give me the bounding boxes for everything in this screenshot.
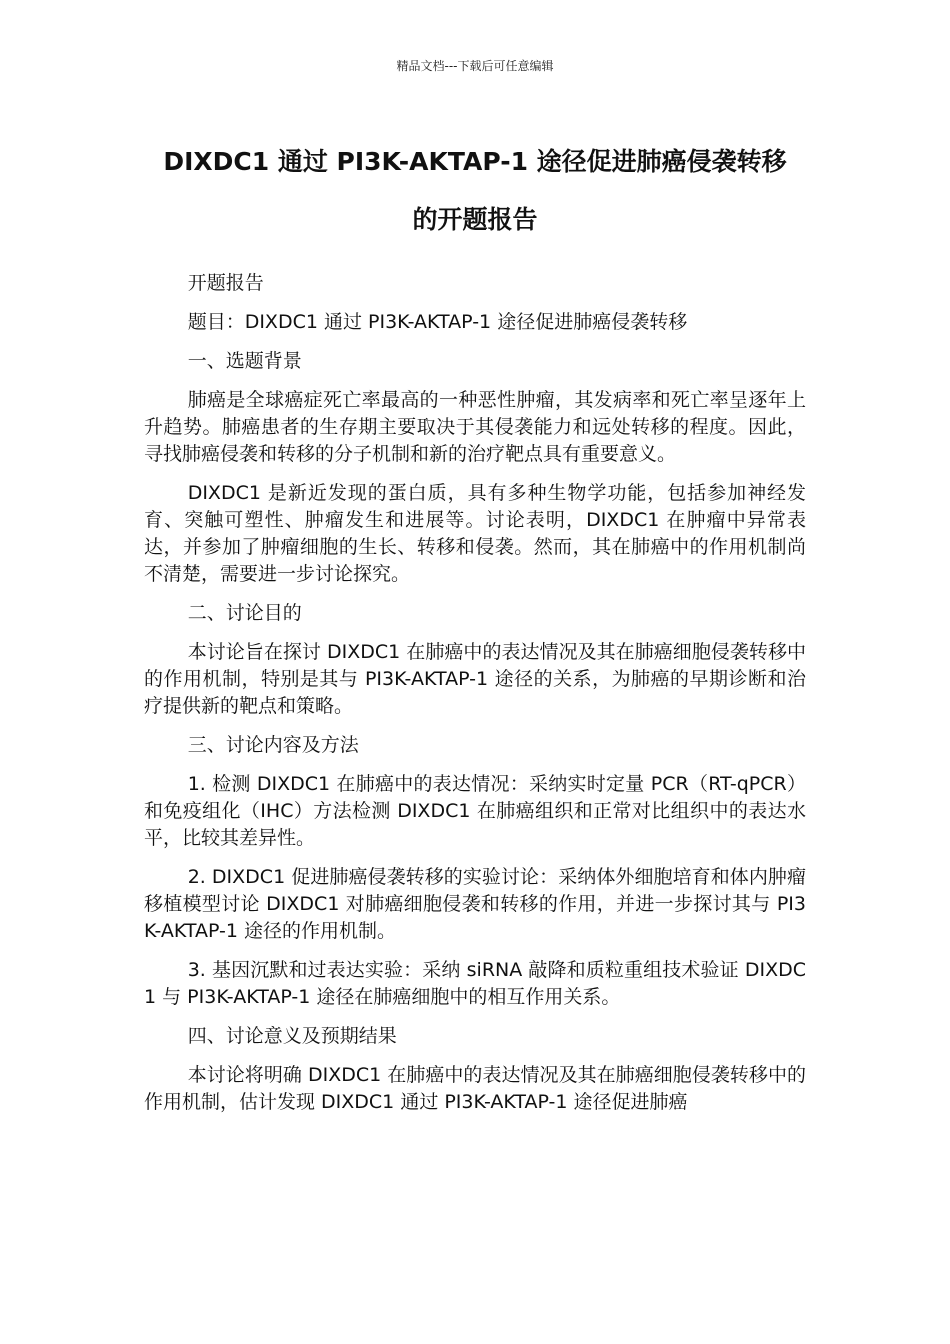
significance-paragraph: 本讨论将明确 DIXDC1 在肺癌中的表达情况及其在肺癌细胞侵袭转移中的作用机制，估计发现 DIXDC1 通过 PI3K-AKTAP-1 途径促进肺癌 [144,1064,806,1113]
background-paragraph-1: 肺癌是全球癌症死亡率最高的一种恶性肿瘤，其发病率和死亡率呈逐年上升趋势。肺癌患者的生存期主要取决于其侵袭能力和远处转移的程度。因此，寻找肺癌侵袭和转移的分子机制和新的治疗靶点具有重要意义。 [144,389,806,465]
background-paragraph-2: DIXDC1 是新近发现的蛋白质，具有多种生物学功能，包括参加神经发育、突触可塑性、肿瘤发生和进展等。讨论表明，DIXDC1 在肿瘤中异常表达，并参加了肿瘤细胞的生长、转移和侵袭。然而，其在肺癌中的作用机制尚不清楚，需要进一步讨论探究。 [144,482,806,585]
document-title-line-2: 的开题报告 [412,205,538,234]
methods-item-3: 3. 基因沉默和过表达实验：采纳 siRNA 敲降和质粒重组技术验证 DIXDC1 与 PI3K-AKTAP-1 途径在肺癌细胞中的相互作用关系。 [144,959,806,1008]
section-heading-purpose: 二、讨论目的 [187,602,302,624]
section-heading-background: 一、选题背景 [187,350,302,372]
document-body [144,270,806,1128]
topic-line: 题目：DIXDC1 通过 PI3K-AKTAP-1 途径促进肺癌侵袭转移 [187,311,688,333]
document-title-line-1: DIXDC1 通过 PI3K-AKTAP-1 途径促进肺癌侵袭转移 [163,147,787,176]
methods-item-1: 1. 检测 DIXDC1 在肺癌中的表达情况：采纳实时定量 PCR（RT-qPCR）和免疫组化（IHC）方法检测 DIXDC1 在肺癌组织和正常对比组织中的表达水平，比较其差异性。 [144,773,806,849]
methods-item-2: 2. DIXDC1 促进肺癌侵袭转移的实验讨论：采纳体外细胞培育和体内肿瘤移植模型讨论 DIXDC1 对肺癌细胞侵袭和转移的作用，并进一步探讨其与 PI3K-AKTAP-1 途径的作用机制。 [144,866,806,942]
document-title [140,133,810,249]
section-heading-significance: 四、讨论意义及预期结果 [187,1025,397,1047]
purpose-paragraph: 本讨论旨在探讨 DIXDC1 在肺癌中的表达情况及其在肺癌细胞侵袭转移中的作用机制，特别是其与 PI3K-AKTAP-1 途径的关系，为肺癌的早期诊断和治疗提供新的靶点和策略。 [144,641,806,717]
page-header-note: 精品文档---下载后可任意编辑 [396,59,554,73]
report-label: 开题报告 [187,272,264,294]
section-heading-methods: 三、讨论内容及方法 [187,734,359,756]
